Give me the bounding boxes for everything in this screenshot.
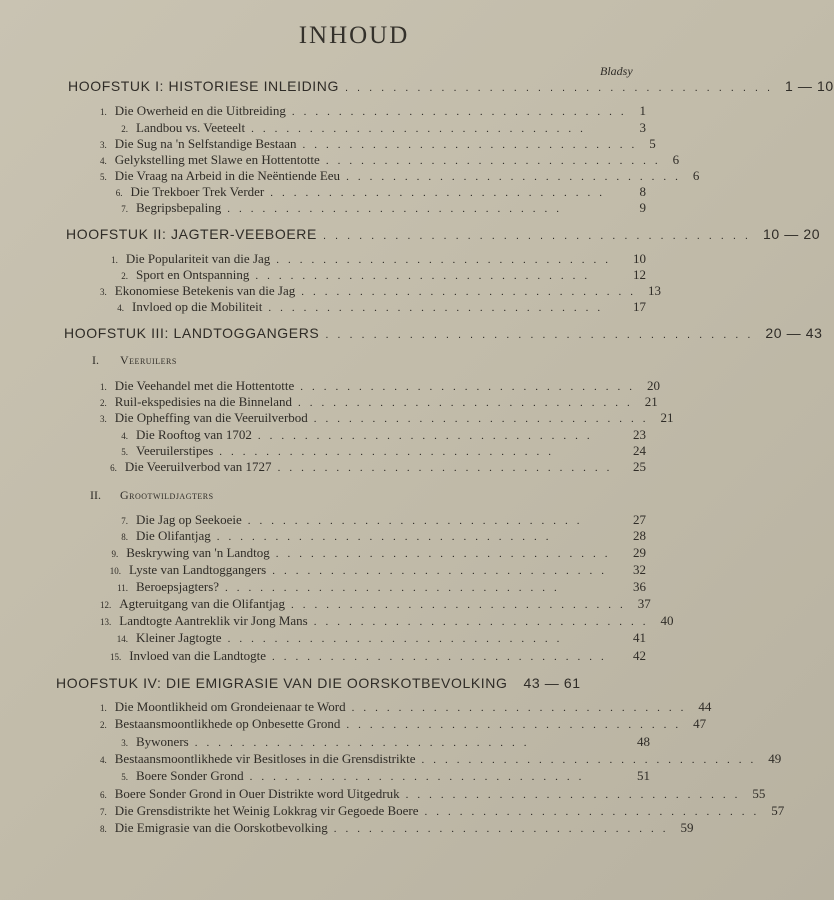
toc-entry: 1. Die Veehandel met die Hottentotte ............................. 20 <box>100 378 661 393</box>
chapter-heading: HOOFSTUK III: LANDTOGGANGERS .................................... 20 — 43 <box>64 325 823 341</box>
toc-entry: 2. Sport en Ontspanning ............................. 12 <box>121 267 646 282</box>
toc-entry: 4. Bestaansmoontlikhede vir Besitloses in die Grensdistrikte ............................. 49 <box>100 751 782 766</box>
toc-entry: 2. Bestaansmoontlikhede op Onbesette Grond ............................. 47 <box>100 716 707 731</box>
page-title: INHOUD <box>298 22 410 49</box>
toc-entry: 1. Die Owerheid en die Uitbreiding ............................. 1 <box>100 103 646 118</box>
toc-entry: 8. Die Olifantjag ............................. 28 <box>121 528 646 543</box>
toc-entry: 2. Ruil-ekspedisies na die Binneland ............................. 21 <box>100 394 658 409</box>
toc-entry: 14. Kleiner Jagtogte ............................. 41 <box>116 630 646 645</box>
toc-entry: 3. Die Opheffing van die Veeruilverbod ............................. 21 <box>100 410 674 425</box>
toc-entry: 15. Invloed van die Landtogte ............................. 42 <box>109 648 646 663</box>
section-heading: II. Grootwildjagters <box>90 488 214 502</box>
toc-entry: 12. Agteruitgang van die Olifantjag ............................. 37 <box>100 596 651 611</box>
toc-entry: 6. Die Veeruilverbod van 1727 ............................. 25 <box>110 459 646 474</box>
toc-entry: 4. Die Rooftog van 1702 ............................. 23 <box>121 427 646 442</box>
toc-entry: 7. Die Grensdistrikte het Weinig Lokkrag vir Gegoede Boere ............................. 57 <box>100 803 785 818</box>
chapter-heading: HOOFSTUK II: JAGTER-VEEBOERE .................................... 10 — 20 <box>66 226 821 242</box>
toc-entry: 4. Gelykstelling met Slawe en Hottentotte ............................. 6 <box>100 152 680 167</box>
page-column-label: Bladsy <box>600 64 633 78</box>
toc-entry: 3. Die Sug na 'n Selfstandige Bestaan ............................. 5 <box>100 136 656 151</box>
toc-entry: 7. Begripsbepaling ............................. 9 <box>121 200 646 215</box>
toc-entry: 5. Boere Sonder Grond ............................. 51 <box>121 768 650 783</box>
section-heading: I. Veeruilers <box>92 353 177 367</box>
toc-entry: 1. Die Moontlikheid om Grondeienaar te Word ............................. 44 <box>100 699 712 714</box>
toc-entry: 2. Landbou vs. Veeteelt ............................. 3 <box>121 120 646 135</box>
toc-entry: 8. Die Emigrasie van die Oorskotbevolking ............................. 59 <box>100 820 694 835</box>
toc-entry: 4. Invloed op die Mobiliteit ............................. 17 <box>117 299 646 314</box>
toc-entry: 5. Die Vraag na Arbeid in die Neëntiende Eeu ............................. 6 <box>100 168 700 183</box>
toc-entry: 11. Beroepsjagters? ............................. 36 <box>117 579 646 594</box>
toc-entry: 9. Beskrywing van 'n Landtog ............................. 29 <box>111 545 646 560</box>
toc-entry: 13. Landtogte Aantreklik vir Jong Mans ............................. 40 <box>100 613 674 628</box>
toc-entry: 7. Die Jag op Seekoeie ............................. 27 <box>121 512 646 527</box>
chapter-heading: HOOFSTUK I: HISTORIESE INLEIDING .................................... 1 — 10 <box>68 78 834 94</box>
toc-entry: 10. Lyste van Landtoggangers ............................. 32 <box>109 562 646 577</box>
toc-entry: 6. Die Trekboer Trek Verder ............................. 8 <box>115 184 646 199</box>
toc-entry: 3. Bywoners ............................. 48 <box>121 734 650 749</box>
toc-entry: 5. Veeruilerstipes ............................. 24 <box>121 443 646 458</box>
toc-entry: 3. Ekonomiese Betekenis van die Jag ............................. 13 <box>100 283 662 298</box>
chapter-heading: HOOFSTUK IV: DIE EMIGRASIE VAN DIE OORSKOTBEVOLKING 43 — 61 <box>56 675 581 691</box>
toc-entry: 1. Die Populariteit van die Jag ............................. 10 <box>111 251 646 266</box>
toc-entry: 6. Boere Sonder Grond in Ouer Distrikte word Uitgedruk ............................. 55 <box>100 786 766 801</box>
